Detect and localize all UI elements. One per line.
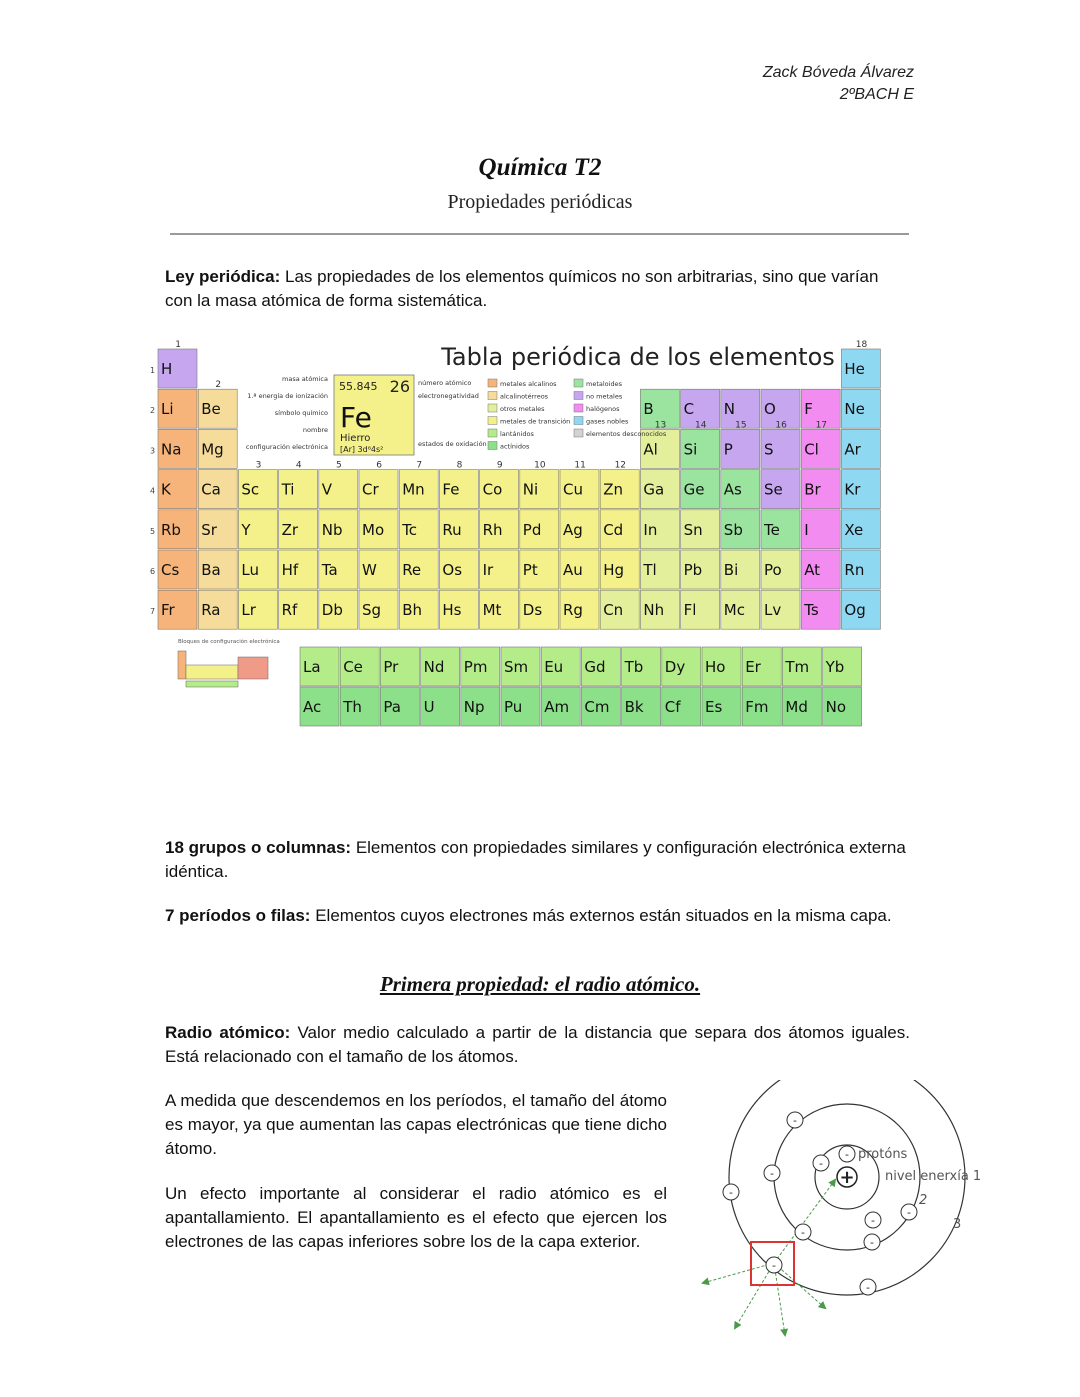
element-symbol: Ne bbox=[844, 400, 865, 419]
example-number: 26 bbox=[389, 377, 410, 396]
block-s bbox=[178, 651, 186, 679]
element-symbol: Tb bbox=[624, 658, 644, 676]
element-symbol: Pr bbox=[383, 658, 399, 676]
author-class: 2ºBACH E bbox=[839, 86, 914, 103]
element-symbol: P bbox=[723, 440, 733, 459]
legend-swatch bbox=[488, 392, 497, 400]
radio-label: Radio atómico: bbox=[165, 1023, 291, 1042]
element-symbol: Zn bbox=[603, 480, 623, 499]
electron-sign: - bbox=[871, 1214, 875, 1227]
periodic-table-svg bbox=[148, 335, 896, 755]
element-symbol: Ce bbox=[343, 658, 363, 676]
element-symbol: Cl bbox=[804, 440, 819, 459]
element-symbol: Lu bbox=[241, 561, 260, 579]
group-number: 17 bbox=[815, 420, 828, 431]
legend-label: actínidos bbox=[500, 442, 530, 451]
element-symbol: Lr bbox=[241, 601, 256, 620]
legend-swatch bbox=[488, 417, 497, 425]
element-symbol: Fl bbox=[683, 601, 697, 620]
example-config: [Ar] 3d⁶4s² bbox=[340, 445, 384, 454]
element-symbol: Al bbox=[643, 440, 658, 459]
block-p bbox=[238, 657, 268, 679]
element-symbol: Mc bbox=[723, 601, 746, 620]
element-symbol: Re bbox=[402, 561, 422, 579]
element-symbol: Ni bbox=[522, 480, 539, 499]
element-symbol: Hs bbox=[442, 601, 462, 620]
element-symbol: Gd bbox=[584, 658, 606, 676]
element-symbol: O bbox=[764, 400, 776, 419]
element-symbol: Tc bbox=[402, 520, 418, 539]
block-d bbox=[186, 665, 238, 679]
legend-label: metales alcalinos bbox=[500, 380, 557, 388]
legend-swatch bbox=[574, 404, 583, 412]
period-label: 1 bbox=[150, 366, 156, 375]
blocks-label: Bloques de configuración electrónica bbox=[178, 639, 280, 645]
group-number: 12 bbox=[614, 460, 627, 471]
legend-label: gases nobles bbox=[586, 417, 629, 426]
legend-label: metaloides bbox=[586, 380, 622, 388]
legend-label: halógenos bbox=[586, 405, 620, 413]
element-symbol: At bbox=[804, 561, 821, 579]
electron-sign: - bbox=[870, 1236, 874, 1249]
element-symbol: Mo bbox=[362, 520, 385, 539]
element-symbol: Am bbox=[544, 698, 570, 716]
element-symbol: Os bbox=[442, 561, 463, 579]
group-number: 16 bbox=[775, 420, 787, 431]
nucleus-sign: + bbox=[839, 1167, 855, 1188]
period-label: 5 bbox=[150, 526, 156, 536]
group-number: 13 bbox=[654, 420, 667, 431]
element-symbol: Cn bbox=[603, 601, 624, 620]
element-symbol: No bbox=[825, 698, 847, 716]
electron-sign: - bbox=[907, 1206, 911, 1219]
element-symbol: V bbox=[321, 480, 333, 499]
group-number: 10 bbox=[534, 460, 546, 471]
shielding-paragraph: Un efecto importante al considerar el radio atómico es el apantallamiento. El apantallamiento es el efecto que ejercen los electrones de las capas inferiores sobre los de la capa exterior. bbox=[165, 1184, 667, 1251]
element-symbol: Cd bbox=[603, 520, 624, 539]
element-symbol: Ca bbox=[201, 480, 221, 499]
element-symbol: Ho bbox=[705, 658, 726, 676]
element-symbol: S bbox=[764, 440, 774, 459]
legend-label: lantánidos bbox=[500, 430, 534, 438]
element-symbol: Ts bbox=[804, 601, 819, 620]
group-number: 1 bbox=[175, 340, 181, 350]
group-number: 5 bbox=[336, 460, 342, 471]
element-symbol: Li bbox=[161, 400, 174, 419]
element-symbol: F bbox=[804, 400, 813, 419]
element-symbol: Sc bbox=[241, 480, 260, 499]
period-label: 3 bbox=[150, 446, 156, 456]
element-symbol: Zr bbox=[281, 520, 299, 539]
element-symbol: Pm bbox=[463, 658, 488, 676]
element-symbol: Bi bbox=[723, 561, 739, 579]
element-symbol: Br bbox=[804, 480, 821, 499]
element-symbol: Mn bbox=[402, 480, 425, 499]
element-symbol: Nh bbox=[643, 601, 665, 620]
element-symbol: Sm bbox=[504, 658, 529, 676]
table-title: Tabla periódica de los elementos bbox=[441, 343, 835, 371]
element-symbol: Ge bbox=[683, 480, 705, 499]
element-symbol: Cr bbox=[362, 480, 379, 499]
element-symbol: Hg bbox=[603, 561, 625, 579]
element-symbol: Ta bbox=[321, 561, 338, 579]
group-number: 18 bbox=[855, 340, 868, 350]
element-symbol: Te bbox=[764, 520, 780, 539]
periods-text: Elementos cuyos electrones más externos están situados en la misma capa. bbox=[310, 906, 892, 925]
period-label: 2 bbox=[150, 406, 156, 416]
key-label-right: estados de oxidación bbox=[418, 440, 487, 448]
group-number: 3 bbox=[255, 460, 262, 471]
element-symbol: Kr bbox=[844, 480, 861, 499]
protons-label: protóns bbox=[858, 1147, 908, 1162]
key-label-right: electronegatividad bbox=[418, 392, 479, 400]
legend-label: alcalinotérreos bbox=[500, 392, 549, 401]
element-symbol: Y bbox=[241, 520, 251, 539]
radio-text: Valor medio calculado a partir de la distancia que separa dos átomos iguales. Está relacionado con el tamaño de los átomos. bbox=[165, 1023, 910, 1066]
element-symbol: Ds bbox=[522, 601, 543, 620]
element-symbol: Fm bbox=[745, 698, 769, 716]
key-label-left: masa atómica bbox=[282, 375, 328, 383]
legend-swatch bbox=[488, 429, 497, 437]
element-symbol: Ti bbox=[281, 480, 295, 499]
electron-sign: - bbox=[772, 1259, 776, 1272]
period-label: 7 bbox=[150, 607, 156, 617]
element-symbol: As bbox=[723, 480, 742, 499]
group-number: 8 bbox=[456, 460, 463, 471]
element-symbol: Sb bbox=[723, 520, 743, 539]
group-number: 6 bbox=[376, 460, 382, 471]
force-arrow bbox=[735, 1263, 774, 1328]
element-symbol: Th bbox=[343, 698, 362, 716]
electron-sign: - bbox=[845, 1148, 849, 1161]
legend-label: otros metales bbox=[500, 405, 545, 413]
groups-label: 18 grupos o columnas: bbox=[165, 838, 352, 857]
example-mass: 55.845 bbox=[339, 380, 378, 393]
element-symbol: U bbox=[423, 698, 435, 716]
periods-paragraph bbox=[165, 904, 910, 928]
legend-swatch bbox=[488, 442, 497, 450]
element-symbol: Ra bbox=[201, 601, 221, 620]
ley-periodica-paragraph bbox=[165, 265, 910, 313]
group-number: 11 bbox=[574, 460, 586, 471]
section-title-radio: Primera propiedad: el radio atómico. bbox=[379, 972, 701, 996]
element-symbol: Md bbox=[785, 698, 808, 716]
element-symbol: Lv bbox=[764, 601, 782, 620]
element-symbol: Ar bbox=[844, 440, 861, 459]
groups-text: Elementos con propiedades similares y configuración electrónica externa idéntica. bbox=[165, 838, 906, 881]
document-title: Química T2 bbox=[478, 154, 602, 181]
element-symbol: Yb bbox=[825, 658, 845, 676]
element-symbol: Rg bbox=[563, 601, 583, 620]
element-symbol: Ga bbox=[643, 480, 665, 499]
element-symbol: I bbox=[804, 520, 809, 539]
group-number: 4 bbox=[295, 460, 302, 471]
level3-label: 3 bbox=[953, 1217, 962, 1232]
legend-label: no metales bbox=[586, 392, 623, 401]
element-symbol: Pb bbox=[683, 561, 703, 579]
element-symbol: Po bbox=[764, 561, 782, 579]
element-symbol: In bbox=[643, 520, 658, 539]
key-label-left: configuración electrónica bbox=[245, 443, 328, 451]
key-label-left: nombre bbox=[302, 426, 328, 434]
element-symbol: Na bbox=[161, 440, 182, 459]
ley-text: Las propiedades de los elementos químicos no son arbitrarias, sino que varían con la masa atómica de forma sistemática. bbox=[165, 267, 879, 310]
element-symbol: Cu bbox=[563, 480, 583, 499]
block-f bbox=[186, 681, 238, 687]
level1-label: nivel enerxía 1 bbox=[885, 1169, 980, 1184]
element-symbol: Es bbox=[705, 698, 723, 716]
group-number: 14 bbox=[694, 420, 707, 431]
element-symbol: Dy bbox=[664, 658, 686, 676]
level2-label: 2 bbox=[919, 1193, 928, 1208]
element-symbol: Rb bbox=[161, 520, 181, 539]
element-symbol: Pt bbox=[522, 561, 538, 579]
element-symbol: Si bbox=[683, 440, 698, 459]
element-symbol: Db bbox=[321, 601, 343, 620]
periodic-table-figure bbox=[148, 335, 896, 755]
key-label-right: número atómico bbox=[418, 379, 472, 387]
element-symbol: Au bbox=[563, 561, 583, 579]
element-symbol: Rf bbox=[281, 601, 298, 620]
legend-label: elementos desconocidos bbox=[586, 430, 667, 438]
element-symbol: Sr bbox=[201, 520, 217, 539]
element-symbol: Er bbox=[745, 658, 761, 676]
legend-swatch bbox=[488, 379, 497, 387]
element-symbol: Fe bbox=[442, 480, 460, 499]
element-symbol: H bbox=[161, 360, 173, 378]
group-number: 2 bbox=[215, 380, 222, 391]
element-symbol: Co bbox=[482, 480, 503, 499]
document-subtitle: Propiedades periódicas bbox=[447, 191, 633, 213]
legend-swatch bbox=[574, 392, 583, 400]
element-symbol: Hf bbox=[281, 561, 299, 579]
legend-swatch bbox=[574, 417, 583, 425]
element-symbol: Np bbox=[463, 698, 485, 716]
atom-svg bbox=[695, 1080, 980, 1340]
element-symbol: Rn bbox=[844, 561, 865, 579]
element-symbol: Ru bbox=[442, 520, 462, 539]
element-symbol: He bbox=[844, 360, 865, 378]
element-symbol: Pu bbox=[504, 698, 523, 716]
element-symbol: Bh bbox=[402, 601, 423, 620]
descend-paragraph: A medida que descendemos en los períodos, el tamaño del átomo es mayor, ya que aumentan las capas electrónicas que tiene dicho átomo. bbox=[165, 1091, 667, 1158]
title-divider bbox=[170, 233, 909, 235]
header-author-block bbox=[763, 62, 914, 106]
element-symbol: Sn bbox=[683, 520, 703, 539]
element-symbol: Ba bbox=[201, 561, 221, 579]
element-symbol: Ir bbox=[482, 561, 494, 579]
groups-paragraph bbox=[165, 836, 910, 884]
element-symbol: Ag bbox=[563, 520, 583, 539]
element-symbol: Pa bbox=[383, 698, 401, 716]
legend-swatch bbox=[574, 379, 583, 387]
element-symbol: Se bbox=[764, 480, 783, 499]
electron-sign: - bbox=[770, 1167, 774, 1180]
periods-label: 7 períodos o filas: bbox=[165, 906, 311, 925]
element-symbol: Nb bbox=[321, 520, 343, 539]
element-symbol: Xe bbox=[844, 520, 864, 539]
element-symbol: Cf bbox=[664, 698, 681, 716]
element-symbol: W bbox=[362, 561, 377, 579]
element-symbol: Sg bbox=[362, 601, 382, 620]
element-symbol: Fr bbox=[161, 601, 175, 620]
electron-sign: - bbox=[866, 1281, 870, 1294]
element-symbol: N bbox=[723, 400, 736, 419]
atom-shielding-figure bbox=[695, 1080, 980, 1340]
element-symbol: Nd bbox=[423, 658, 445, 676]
element-symbol: Rh bbox=[482, 520, 503, 539]
element-symbol: Bk bbox=[624, 698, 644, 716]
element-symbol: Tl bbox=[643, 561, 657, 579]
radio-paragraph bbox=[165, 1021, 910, 1069]
element-symbol: Cs bbox=[161, 561, 180, 579]
element-symbol: B bbox=[643, 400, 654, 419]
ley-label: Ley periódica: bbox=[165, 267, 281, 286]
period-label: 6 bbox=[150, 567, 156, 576]
element-symbol: Og bbox=[844, 601, 866, 620]
electron-sign: - bbox=[801, 1226, 805, 1239]
legend-swatch bbox=[488, 404, 497, 412]
author-name: Zack Bóveda Álvarez bbox=[762, 64, 914, 81]
period-label: 4 bbox=[150, 486, 156, 496]
element-symbol: Cm bbox=[584, 698, 610, 716]
element-symbol: Tm bbox=[785, 658, 810, 676]
key-label-left: 1.ª energía de ionización bbox=[247, 392, 328, 400]
electron-sign: - bbox=[729, 1186, 733, 1199]
element-symbol: K bbox=[161, 480, 171, 499]
element-symbol: La bbox=[303, 658, 321, 676]
element-symbol: Pd bbox=[522, 520, 542, 539]
electron-sign: - bbox=[793, 1114, 797, 1127]
element-symbol: Mg bbox=[201, 440, 224, 459]
force-arrow bbox=[774, 1180, 835, 1263]
legend-swatch bbox=[574, 429, 583, 437]
example-name: Hierro bbox=[340, 433, 371, 444]
example-symbol: Fe bbox=[340, 401, 372, 434]
group-number: 15 bbox=[735, 420, 747, 431]
key-label-left: símbolo químico bbox=[274, 409, 328, 417]
electron-sign: - bbox=[819, 1157, 823, 1170]
group-number: 9 bbox=[496, 460, 503, 471]
group-number: 7 bbox=[416, 460, 423, 471]
element-symbol: Ac bbox=[303, 698, 322, 716]
legend-label: metales de transición bbox=[500, 417, 571, 426]
element-symbol: Be bbox=[201, 400, 221, 419]
element-symbol: C bbox=[683, 400, 695, 419]
element-symbol: Mt bbox=[482, 601, 502, 620]
element-symbol: Eu bbox=[544, 658, 564, 676]
